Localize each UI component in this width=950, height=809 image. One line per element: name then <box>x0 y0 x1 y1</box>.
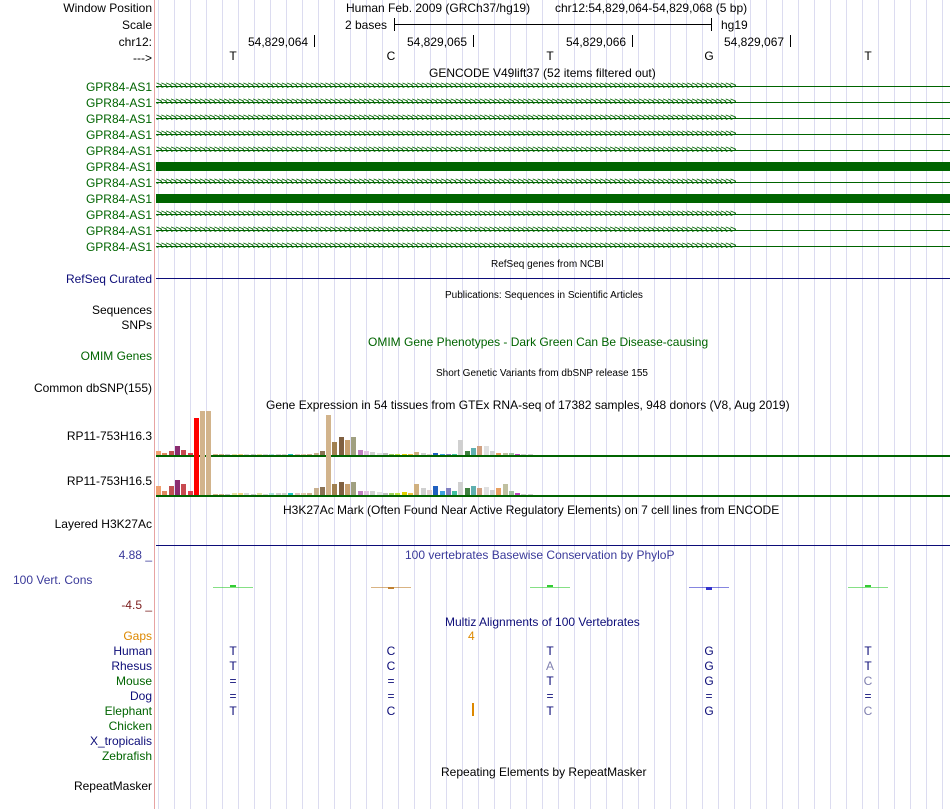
gtex-tissue-bar[interactable] <box>181 484 186 495</box>
gtex-tissue-bar[interactable] <box>307 493 312 495</box>
gtex-tissue-bar[interactable] <box>484 446 489 455</box>
gtex-gene-label[interactable]: RP11-753H16.5 <box>66 474 152 488</box>
multiz-track-title[interactable]: Multiz Alignments of 100 Vertebrates <box>445 615 640 629</box>
omim-label[interactable]: OMIM Genes <box>80 349 152 363</box>
gtex-tissue-bar[interactable] <box>477 446 482 455</box>
aligned-base: G <box>704 704 714 718</box>
gtex-tissue-bar[interactable] <box>219 494 224 495</box>
refseq-line <box>156 278 950 279</box>
gtex-tissue-bar[interactable] <box>263 454 268 455</box>
gtex-tissue-bar[interactable] <box>251 454 256 455</box>
gencode-gene-label[interactable]: GPR84-AS1 <box>85 144 152 158</box>
sequence-base: T <box>229 49 237 63</box>
gtex-tissue-bar[interactable] <box>295 454 300 455</box>
gtex-tissue-bar[interactable] <box>213 494 218 495</box>
gaps-label[interactable]: Gaps <box>123 629 152 643</box>
gene-exon-block[interactable] <box>156 162 950 171</box>
gtex-tissue-bar[interactable] <box>332 484 337 495</box>
gtex-tissue-bar[interactable] <box>326 455 331 495</box>
gtex-tissue-bar[interactable] <box>213 454 218 455</box>
repeatmasker-label[interactable]: RepeatMasker <box>73 779 152 793</box>
aligned-base: C <box>386 704 396 718</box>
gtex-tissue-bar[interactable] <box>515 493 520 495</box>
gtex-tissue-bar[interactable] <box>358 450 363 455</box>
gtex-tissue-bar[interactable] <box>314 488 319 495</box>
gtex-tissue-bar[interactable] <box>515 454 520 455</box>
gtex-tissue-bar[interactable] <box>421 453 426 455</box>
scale-bar <box>394 24 712 25</box>
conservation-track-title[interactable]: 100 vertebrates Basewise Conservation by PhyloP <box>405 548 675 562</box>
position-label: 54,829,067 <box>724 35 785 49</box>
gencode-gene-label[interactable]: GPR84-AS1 <box>85 240 152 254</box>
gtex-tissue-bar[interactable] <box>421 488 426 495</box>
dbsnp-track-title[interactable]: Short Genetic Variants from dbSNP release 155 <box>436 368 648 379</box>
gtex-tissue-bar[interactable] <box>156 486 161 495</box>
refseq-label[interactable]: RefSeq Curated <box>65 272 152 286</box>
gtex-tissue-bar[interactable] <box>496 488 501 495</box>
species-label[interactable]: Elephant <box>104 704 152 718</box>
species-label[interactable]: Zebrafish <box>101 749 152 763</box>
gtex-tissue-bar[interactable] <box>503 453 508 455</box>
gtex-tissue-bar[interactable] <box>490 490 495 495</box>
gtex-tissue-bar[interactable] <box>458 440 463 455</box>
gtex-tissue-bar[interactable] <box>257 493 262 495</box>
aligned-base: C <box>386 644 396 658</box>
gtex-tissue-bar[interactable] <box>528 494 533 495</box>
sequence-base: C <box>386 49 396 63</box>
gtex-tissue-bar[interactable] <box>521 494 526 495</box>
h3k27ac-baseline <box>156 545 950 546</box>
gtex-tissue-bar[interactable] <box>156 451 161 455</box>
gtex-tissue-bar[interactable] <box>446 488 451 495</box>
species-label[interactable]: Chicken <box>108 719 152 733</box>
gtex-tissue-bar[interactable] <box>440 454 445 455</box>
gencode-gene-label[interactable]: GPR84-AS1 <box>85 192 152 206</box>
aligned-base: C <box>386 659 396 673</box>
window-coords: chr12:54,829,064-54,829,068 (5 bp) <box>555 1 748 15</box>
gtex-tissue-bar[interactable] <box>244 493 249 495</box>
aligned-base: T <box>229 704 237 718</box>
window-position-label: Window Position <box>63 1 152 15</box>
gtex-tissue-bar[interactable] <box>395 454 400 455</box>
gtex-tissue-bar[interactable] <box>452 491 457 495</box>
aligned-base: T <box>864 659 872 673</box>
position-tick <box>790 35 791 47</box>
aligned-base: T <box>229 644 237 658</box>
gtex-tissue-bar[interactable] <box>402 454 407 455</box>
gtex-tissue-bar[interactable] <box>244 454 249 455</box>
aligned-base: = <box>864 689 872 703</box>
gtex-tissue-bar[interactable] <box>288 454 293 455</box>
gencode-gene-label[interactable]: GPR84-AS1 <box>85 176 152 190</box>
species-label[interactable]: Dog <box>129 689 152 703</box>
gtex-tissue-bar[interactable] <box>389 454 394 455</box>
gtex-tissue-bar[interactable] <box>320 451 325 455</box>
gtex-tissue-bar[interactable] <box>295 493 300 495</box>
gtex-tissue-bar[interactable] <box>503 484 508 495</box>
gtex-tissue-bar[interactable] <box>314 453 319 455</box>
gtex-tissue-bar[interactable] <box>288 493 293 495</box>
assembly-label: hg19 <box>721 18 748 32</box>
gtex-tissue-bar[interactable] <box>238 493 243 495</box>
gtex-tissue-bar[interactable] <box>238 454 243 455</box>
gtex-tissue-bar[interactable] <box>301 493 306 495</box>
gtex-tissue-bar[interactable] <box>471 486 476 495</box>
gtex-tissue-bar[interactable] <box>521 454 526 455</box>
aligned-base: = <box>387 689 395 703</box>
sequence-base: T <box>864 49 872 63</box>
phylop-base-span <box>371 587 411 588</box>
gtex-tissue-bar[interactable] <box>465 451 470 455</box>
strand-chevrons: >>>>>>>>>>>>>>>>>>>>>>>>>>>>>>>>>>>>>>>>>>>>>>>>>>>>>>>>>>>>>>>>>>>>>>>>>>>>>>>>>>>>>>>>>>>>>>>>>>>>>>>>>>>>>>>>>>>>>>>> <box>156 240 735 252</box>
gtex-tissue-bar[interactable] <box>200 411 205 455</box>
gtex-tissue-bar[interactable] <box>383 493 388 495</box>
gtex-tissue-bar[interactable] <box>175 446 180 455</box>
strand-chevrons: >>>>>>>>>>>>>>>>>>>>>>>>>>>>>>>>>>>>>>>>>>>>>>>>>>>>>>>>>>>>>>>>>>>>>>>>>>>>>>>>>>>>>>>>>>>>>>>>>>>>>>>>>>>>>>>>>>>>>>>> <box>156 144 735 156</box>
strand-label: ---> <box>133 51 152 65</box>
gtex-tissue-bar[interactable] <box>188 453 193 455</box>
phylop-base-span <box>689 587 729 588</box>
species-label[interactable]: Rhesus <box>111 659 152 673</box>
gencode-track-title[interactable]: GENCODE V49lift37 (52 items filtered out) <box>429 66 656 80</box>
gtex-gene-label[interactable]: RP11-753H16.3 <box>66 429 152 443</box>
scale-text: 2 bases <box>345 18 388 32</box>
strand-chevrons: >>>>>>>>>>>>>>>>>>>>>>>>>>>>>>>>>>>>>>>>>>>>>>>>>>>>>>>>>>>>>>>>>>>>>>>>>>>>>>>>>>>>>>>>>>>>>>>>>>>>>>>>>>>>>>>>>>>>>>>> <box>156 80 735 92</box>
gtex-tissue-bar[interactable] <box>389 493 394 495</box>
snps-label[interactable]: SNPs <box>121 318 152 332</box>
gencode-gene-label[interactable]: GPR84-AS1 <box>85 208 152 222</box>
gtex-tissue-bar[interactable] <box>345 484 350 495</box>
gtex-baseline <box>156 455 950 457</box>
scale-bar-right-end <box>711 18 712 31</box>
strand-chevrons: >>>>>>>>>>>>>>>>>>>>>>>>>>>>>>>>>>>>>>>>>>>>>>>>>>>>>>>>>>>>>>>>>>>>>>>>>>>>>>>>>>>>>>>>>>>>>>>>>>>>>>>>>>>>>>>>>>>>>>>> <box>156 128 735 140</box>
gtex-tissue-bar[interactable] <box>169 486 174 495</box>
aligned-base: T <box>546 704 554 718</box>
gtex-tissue-bar[interactable] <box>351 482 356 495</box>
species-label[interactable]: Mouse <box>115 674 152 688</box>
gtex-tissue-bar[interactable] <box>496 453 501 455</box>
gtex-tissue-bar[interactable] <box>181 450 186 455</box>
strand-chevrons: >>>>>>>>>>>>>>>>>>>>>>>>>>>>>>>>>>>>>>>>>>>>>>>>>>>>>>>>>>>>>>>>>>>>>>>>>>>>>>>>>>>>>>>>>>>>>>>>>>>>>>>>>>>>>>>>>>>>>>>> <box>156 208 735 220</box>
gtex-tissue-bar[interactable] <box>358 491 363 495</box>
aligned-base: = <box>229 674 237 688</box>
phylop-base-span <box>213 587 253 588</box>
gtex-tissue-bar[interactable] <box>332 442 337 455</box>
window-title: Human Feb. 2009 (GRCh37/hg19) <box>346 1 531 15</box>
gtex-tissue-bar[interactable] <box>440 491 445 495</box>
gtex-tissue-bar[interactable] <box>509 491 514 495</box>
aligned-base: = <box>705 689 713 703</box>
gencode-gene-label[interactable]: GPR84-AS1 <box>85 80 152 94</box>
gtex-tissue-bar[interactable] <box>188 491 193 495</box>
position-tick <box>473 35 474 47</box>
species-label[interactable]: X_tropicalis <box>89 734 152 748</box>
aligned-base: C <box>863 674 873 688</box>
phylop-base-span <box>530 587 570 588</box>
gtex-tissue-bar[interactable] <box>206 451 211 495</box>
strand-chevrons: >>>>>>>>>>>>>>>>>>>>>>>>>>>>>>>>>>>>>>>>>>>>>>>>>>>>>>>>>>>>>>>>>>>>>>>>>>>>>>>>>>>>>>>>>>>>>>>>>>>>>>>>>>>>>>>>>>>>>>>> <box>156 112 735 124</box>
gtex-tissue-bar[interactable] <box>377 453 382 455</box>
gtex-tissue-bar[interactable] <box>232 493 237 495</box>
aligned-base: = <box>387 674 395 688</box>
gtex-tissue-bar[interactable] <box>282 493 287 495</box>
gtex-tissue-bar[interactable] <box>465 488 470 495</box>
aligned-base: T <box>546 644 554 658</box>
gtex-tissue-bar[interactable] <box>307 454 312 455</box>
gtex-tissue-bar[interactable] <box>225 454 230 455</box>
gtex-tissue-bar[interactable] <box>162 491 167 495</box>
gtex-tissue-bar[interactable] <box>364 451 369 455</box>
gtex-tissue-bar[interactable] <box>200 451 205 495</box>
gtex-tissue-bar[interactable] <box>175 480 180 495</box>
gtex-tissue-bar[interactable] <box>225 494 230 495</box>
gtex-tissue-bar[interactable] <box>377 492 382 495</box>
sequence-base: G <box>704 49 714 63</box>
gencode-gene-label[interactable]: GPR84-AS1 <box>85 224 152 238</box>
gtex-tissue-bar[interactable] <box>282 454 287 455</box>
gene-exon-block[interactable] <box>156 194 950 203</box>
gtex-tissue-bar[interactable] <box>427 454 432 455</box>
gtex-tissue-bar[interactable] <box>194 418 199 455</box>
gtex-tissue-bar[interactable] <box>490 451 495 455</box>
gtex-tissue-bar[interactable] <box>339 482 344 495</box>
strand-chevrons: >>>>>>>>>>>>>>>>>>>>>>>>>>>>>>>>>>>>>>>>>>>>>>>>>>>>>>>>>>>>>>>>>>>>>>>>>>>>>>>>>>>>>>>>>>>>>>>>>>>>>>>>>>>>>>>>>>>>>>>> <box>156 176 735 188</box>
gtex-tissue-bar[interactable] <box>364 491 369 495</box>
gtex-tissue-bar[interactable] <box>446 454 451 455</box>
refseq-track-title[interactable]: RefSeq genes from NCBI <box>491 259 604 270</box>
chrom-label: chr12: <box>118 35 152 49</box>
gtex-tissue-bar[interactable] <box>370 452 375 455</box>
gtex-tissue-bar[interactable] <box>370 491 375 495</box>
gtex-tissue-bar[interactable] <box>320 487 325 495</box>
position-tick <box>314 35 315 47</box>
gtex-tissue-bar[interactable] <box>232 454 237 455</box>
omim-track-title[interactable]: OMIM Gene Phenotypes - Dark Green Can Be Disease-causing <box>368 335 709 349</box>
aligned-base: T <box>229 659 237 673</box>
species-label[interactable]: Human <box>113 644 152 658</box>
gtex-tissue-bar[interactable] <box>194 451 199 495</box>
scale-label: Scale <box>121 18 152 32</box>
h3k27ac-label[interactable]: Layered H3K27Ac <box>54 517 152 531</box>
gencode-gene-label[interactable]: GPR84-AS1 <box>85 128 152 142</box>
gtex-tissue-bar[interactable] <box>528 454 533 455</box>
gtex-tissue-bar[interactable] <box>471 448 476 455</box>
position-label: 54,829,064 <box>248 35 309 49</box>
aligned-base: T <box>546 674 554 688</box>
gtex-tissue-bar[interactable] <box>169 451 174 455</box>
gap-count: 4 <box>468 629 475 643</box>
aligned-base: G <box>704 644 714 658</box>
position-label: 54,829,066 <box>566 35 627 49</box>
conservation-ymin: -4.5 _ <box>121 598 152 612</box>
scale-bar-left-end <box>394 18 395 31</box>
gtex-tissue-bar[interactable] <box>269 454 274 455</box>
gencode-gene-label[interactable]: GPR84-AS1 <box>85 112 152 126</box>
gtex-tissue-bar[interactable] <box>414 484 419 495</box>
strand-chevrons: >>>>>>>>>>>>>>>>>>>>>>>>>>>>>>>>>>>>>>>>>>>>>>>>>>>>>>>>>>>>>>>>>>>>>>>>>>>>>>>>>>>>>>>>>>>>>>>>>>>>>>>>>>>>>>>>>>>>>>>> <box>156 96 735 108</box>
gtex-tissue-bar[interactable] <box>263 494 268 495</box>
gtex-tissue-bar[interactable] <box>383 453 388 455</box>
label-separator <box>154 0 155 809</box>
conservation-label[interactable]: 100 Vert. Cons <box>13 573 93 587</box>
gtex-tissue-bar[interactable] <box>433 486 438 495</box>
gencode-gene-label[interactable]: GPR84-AS1 <box>85 96 152 110</box>
conservation-ymax: 4.88 _ <box>118 548 152 562</box>
gtex-tissue-bar[interactable] <box>276 454 281 455</box>
h3k27ac-track-title[interactable]: H3K27Ac Mark (Often Found Near Active Regulatory Elements) on 7 cell lines from ENCODE <box>283 503 780 517</box>
gtex-tissue-bar[interactable] <box>408 454 413 455</box>
publications-track-title[interactable]: Publications: Sequences in Scientific Articles <box>445 290 643 301</box>
gtex-tissue-bar[interactable] <box>458 482 463 495</box>
gtex-tissue-bar[interactable] <box>414 452 419 455</box>
gtex-tissue-bar[interactable] <box>206 411 211 455</box>
gtex-tissue-bar[interactable] <box>219 454 224 455</box>
gtex-tissue-bar[interactable] <box>339 437 344 455</box>
aligned-base: = <box>546 689 554 703</box>
gtex-tissue-bar[interactable] <box>402 492 407 495</box>
position-label: 54,829,065 <box>407 35 468 49</box>
strand-chevrons: >>>>>>>>>>>>>>>>>>>>>>>>>>>>>>>>>>>>>>>>>>>>>>>>>>>>>>>>>>>>>>>>>>>>>>>>>>>>>>>>>>>>>>>>>>>>>>>>>>>>>>>>>>>>>>>>>>>>>>>> <box>156 224 735 236</box>
sequences-label[interactable]: Sequences <box>91 303 152 317</box>
gtex-tissue-bar[interactable] <box>395 493 400 495</box>
aligned-base: A <box>545 659 554 673</box>
gtex-track-title[interactable]: Gene Expression in 54 tissues from GTEx RNA-seq of 17382 samples, 948 donors (V8, Aug 2019) <box>266 398 790 412</box>
gtex-tissue-bar[interactable] <box>301 454 306 455</box>
gtex-tissue-bar[interactable] <box>345 440 350 455</box>
gtex-tissue-bar[interactable] <box>162 453 167 455</box>
aligned-base: C <box>863 704 873 718</box>
gtex-tissue-bar[interactable] <box>276 493 281 495</box>
gtex-tissue-bar[interactable] <box>257 454 262 455</box>
aligned-base: G <box>704 674 714 688</box>
phylop-base-span <box>848 587 888 588</box>
position-tick <box>632 35 633 47</box>
gtex-tissue-bar[interactable] <box>269 493 274 495</box>
gap-marker <box>472 703 474 716</box>
gtex-tissue-bar[interactable] <box>433 453 438 455</box>
gtex-tissue-bar[interactable] <box>408 493 413 495</box>
gtex-tissue-bar[interactable] <box>509 453 514 455</box>
gtex-tissue-bar[interactable] <box>477 488 482 495</box>
gencode-gene-label[interactable]: GPR84-AS1 <box>85 160 152 174</box>
gtex-tissue-bar[interactable] <box>484 487 489 495</box>
aligned-base: T <box>864 644 872 658</box>
gtex-tissue-bar[interactable] <box>326 415 331 455</box>
gtex-baseline <box>156 495 950 497</box>
aligned-base: G <box>704 659 714 673</box>
dbsnp-label[interactable]: Common dbSNP(155) <box>33 381 152 395</box>
gtex-tissue-bar[interactable] <box>351 437 356 455</box>
gtex-tissue-bar[interactable] <box>452 454 457 455</box>
sequence-base: T <box>546 49 554 63</box>
gtex-tissue-bar[interactable] <box>427 490 432 495</box>
aligned-base: = <box>229 689 237 703</box>
repeatmasker-track-title[interactable]: Repeating Elements by RepeatMasker <box>441 765 647 779</box>
gtex-tissue-bar[interactable] <box>251 494 256 495</box>
